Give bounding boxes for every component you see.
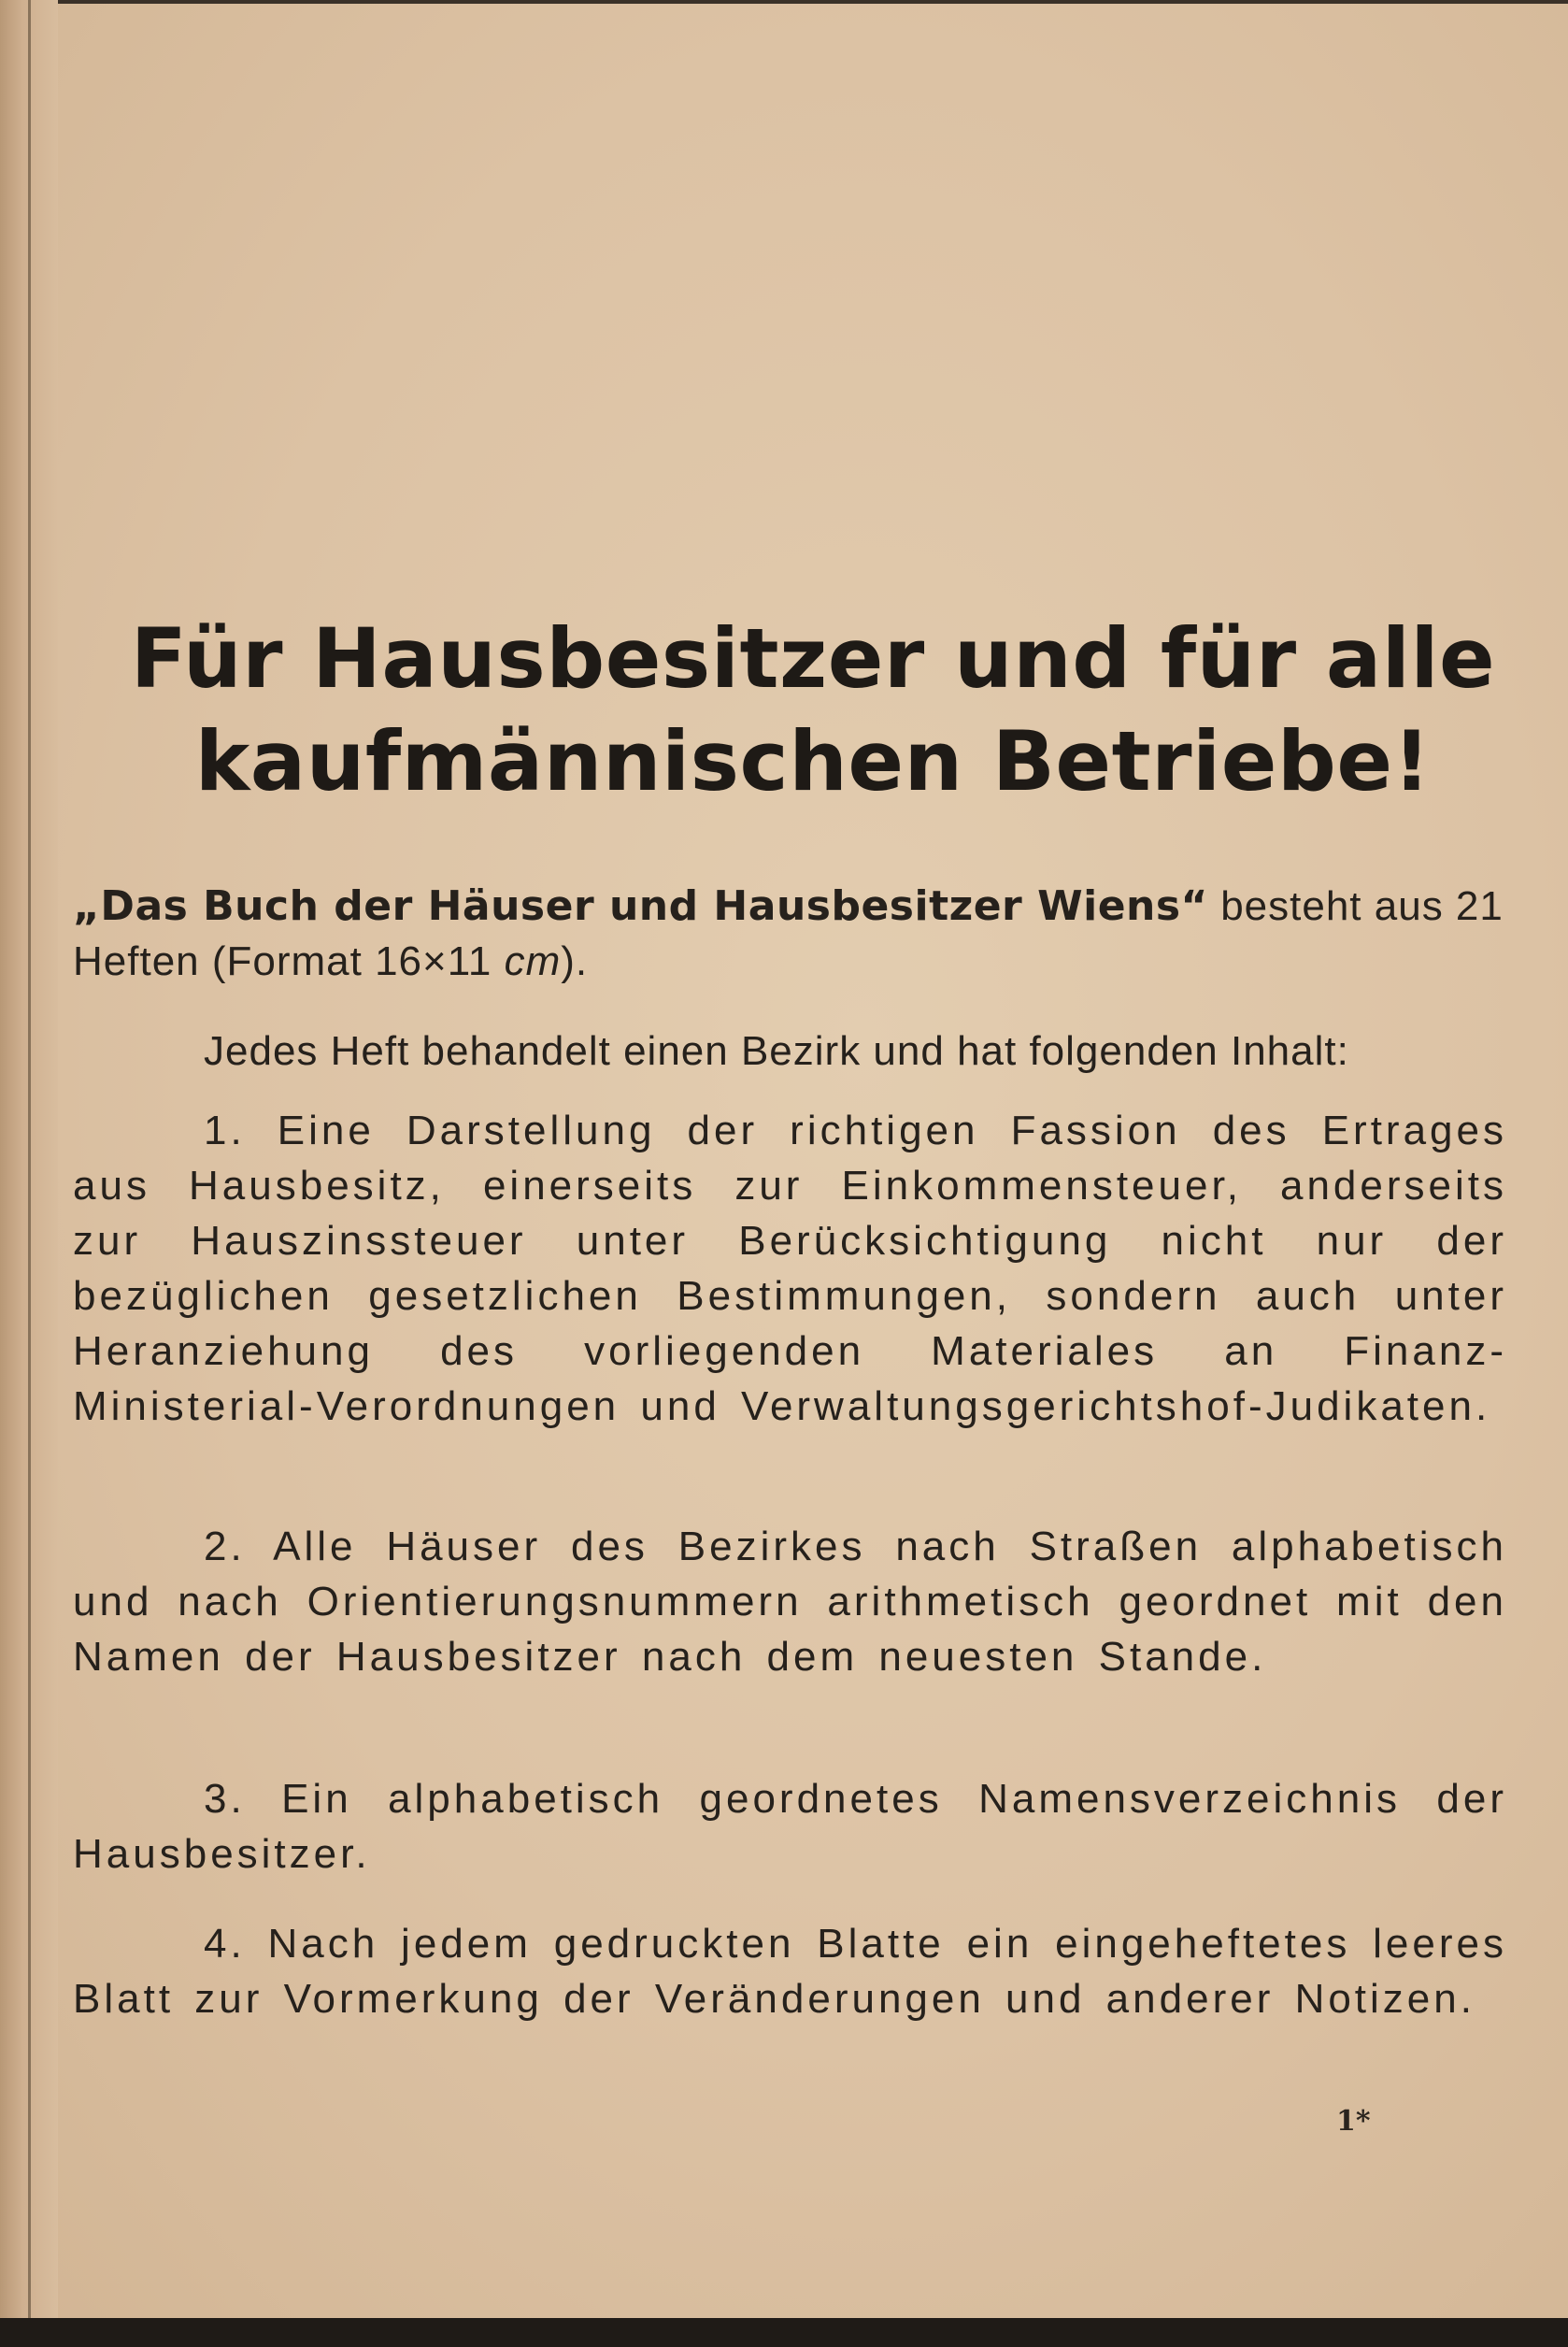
intro-paragraph <box>73 879 1507 989</box>
book-title: „Das Buch der Häuser und Hausbesitzer Wiens“ <box>73 882 1208 930</box>
scan-bottom-edge <box>0 2318 1568 2347</box>
list-item-2: 2. Alle Häuser des Bezirkes nach Straßen alphabetisch und nach Orientierungsnummern arithmetisch geordnet mit den Namen der Hausbesitzer nach dem neuesten Stande. <box>73 1524 1507 1680</box>
page-heading <box>93 608 1532 813</box>
list-item-4: 4. Nach jedem gedruckten Blatte ein eingeheftetes leeres Blatt zur Vormerkung der Veränderungen und anderer Notizen. <box>73 1921 1507 2022</box>
heading-line-1: Für Hausbesitzer und für alle <box>130 610 1496 707</box>
intro-text: besteht aus 21 Heften (Format 16×11 <box>73 883 1504 984</box>
binding-line <box>28 0 31 2318</box>
page-top-edge <box>0 0 1568 4</box>
page-number: 1* <box>1336 2105 1371 2138</box>
content-intro: Jedes Heft behandelt einen Bezirk und hat folgenden Inhalt: <box>204 1028 1349 1074</box>
format-unit: cm <box>504 938 562 984</box>
list-item-3: 3. Ein alphabetisch geordnetes Namensverzeichnis der Hausbesitzer. <box>73 1776 1507 1877</box>
list-item-1: 1. Eine Darstellung der richtigen Fassion des Ertrages aus Hausbesitz, einerseits zur Einkommensteuer, anderseits zur Hauszinssteuer unter Berücksichtigung nicht nur der bezüglichen gesetzlichen Bestimmungen, sondern auch unter Heranziehung des vorliegenden Materiales an Finanz-Ministerial-Verordnungen und Verwaltungsgerichtshof-Judikaten. <box>73 1108 1507 1429</box>
heading-line-2: kaufmännischen Betriebe! <box>194 713 1432 809</box>
intro-text-end: ). <box>561 938 589 984</box>
